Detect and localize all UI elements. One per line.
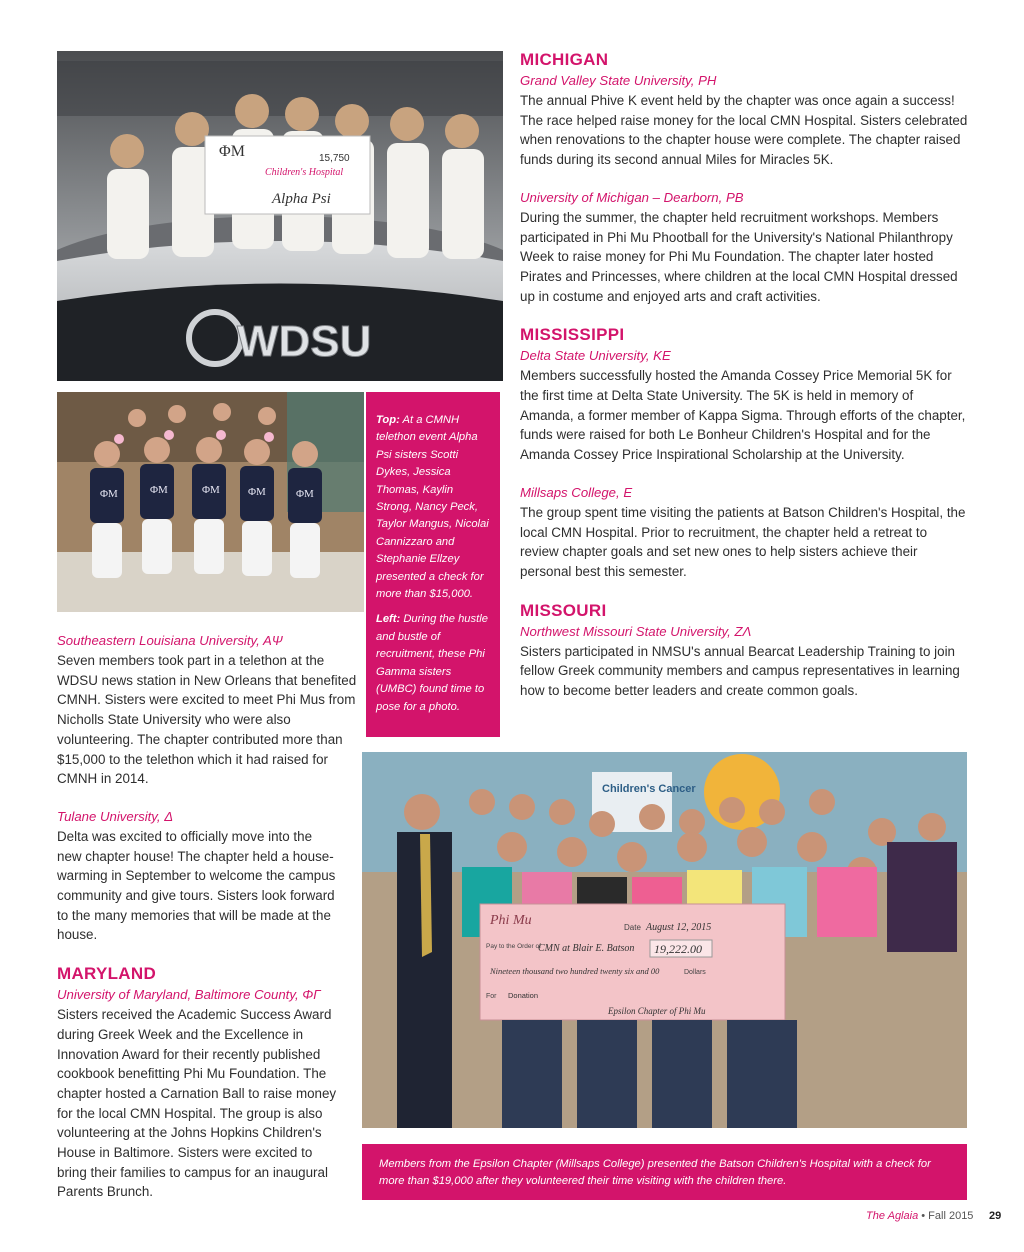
entry-text: Sisters participated in NMSU's annual Bearcat Leadership Training to join fellow Greek community members and campus representatives in learning how to become better leaders and create common goals. <box>520 643 960 699</box>
mississippi-section <box>520 324 968 581</box>
top-photo-scene <box>57 51 503 381</box>
school-name: Northwest Missouri State University, ZΛ <box>520 623 752 639</box>
footer-bullet: • <box>921 1210 926 1222</box>
state-heading: MISSOURI <box>520 600 607 620</box>
school-name: University of Michigan – Dearborn, PB <box>520 189 744 205</box>
bottom-check-date-label: Date <box>624 923 641 932</box>
wdsu-logo-text: WDSU <box>237 317 372 366</box>
entry-text: The group spent time visiting the patients at Batson Children's Hospital, the local CMN Hospital. Prior to recruitment, the chapter held a retreat to review chapter goals and set new ones to help sisters achieve their personal best this semester. <box>520 504 966 579</box>
top-check-letters: ΦM <box>219 143 245 160</box>
issue-label: Fall 2015 <box>928 1210 974 1222</box>
left-photo-scene <box>57 392 364 612</box>
entry-text: Delta was excited to officially move into the new chapter house! The chapter held a house-warming in September to welcome the campus community and give tours. Sisters look forward to the many memories that will be made at the house. <box>57 828 336 943</box>
right-column <box>520 49 968 701</box>
bottom-check-amount: 19,222.00 <box>654 942 702 956</box>
left-photo <box>57 392 364 612</box>
bottom-check-for-label: For <box>486 993 497 1000</box>
school-name: Delta State University, KE <box>520 348 671 364</box>
photo-caption-box <box>366 392 500 737</box>
top-check-amount: 15,750 <box>319 153 350 164</box>
tulane-entry <box>57 807 360 945</box>
page-number: 29 <box>989 1210 1002 1222</box>
top-check-signature: Alpha Psi <box>272 191 331 207</box>
umd-entry <box>520 188 968 307</box>
bottom-check-date: August 12, 2015 <box>646 922 712 933</box>
entry-text: The annual Phive K event held by the chapter was once again a success! The race helped raise money for the local CMN Hospital. Sisters celebrated when renovations to the chapter house were complete. The chapter raised funds during its second annual Miles for Miracles 5K. <box>520 93 968 168</box>
sela-entry <box>57 631 360 789</box>
school-name: University of Maryland, Baltimore County, ΦΓ <box>57 987 321 1003</box>
left-column <box>57 631 360 1202</box>
maryland-section <box>57 963 360 1202</box>
delta-entry <box>520 346 968 465</box>
bottom-check-header: Phi Mu <box>490 913 532 928</box>
bottom-check-words: Nineteen thousand two hundred twenty six and 00 <box>490 966 660 976</box>
gvsu-entry <box>520 71 968 170</box>
bottom-photo-scene <box>362 752 967 1128</box>
entry-text: Sisters received the Academic Success Award during Greek Week and the Excellence in Innovation Award for their recently published cookbook benefitting Phi Mu Foundation. The chapter hosted a Carnation Ball to raise money for the local CMN Hospital. The group is also volunteering at the Johns Hopkins Children's House in Baltimore. Sisters were excited to bring their families to campus for an inaugural Parents Brunch. <box>57 1007 337 1200</box>
hospital-banner: Children's Cancer <box>602 783 696 795</box>
magazine-title: The Aglaia <box>866 1210 919 1222</box>
missouri-section <box>520 600 968 701</box>
top-photo-caption: Top: At a CMNH telethon event Alpha Psi sisters Scotti Dykes, Jessica Thomas, Kaylin Strong, Nancy Peck, Taylor Mangus, Nicolai Cannizzaro and Stephanie Ellzey presented a check for more than $15,000. <box>376 414 489 601</box>
top-photo <box>57 51 503 381</box>
bottom-caption-text: Members from the Epsilon Chapter (Millsaps College) presented the Batson Children's Hospital with a check for more than $19,000 after they volunteered their time visiting with the children there. <box>379 1158 931 1188</box>
entry-text: Members successfully hosted the Amanda Cossey Price Memorial 5K for the first time at Delta State University. The 5K is held in memory of Amanda, a former member of Kappa Sigma. Through efforts of the chapter, funds were raised for both Le Bonheur Children's Hospital and for the Amanda Cossey Price Inspirational Scholarship at the University. <box>520 368 966 463</box>
shirt-letters: ΦM <box>248 486 266 498</box>
shirt-letters: ΦM <box>202 484 220 496</box>
bottom-check-payto-label: Pay to the Order of <box>486 943 541 950</box>
entry-text: Seven members took part in a telethon at the WDSU news station in New Orleans that benefited CMNH. Sisters were excited to meet Phi Mus from Nicholls State University who were also volunteering. The chapter contributed more than $15,000 to the telethon which it had raised for CMNH in 2014. <box>57 653 357 787</box>
school-name: Grand Valley State University, PH <box>520 73 717 88</box>
shirt-letters: ΦM <box>100 488 118 500</box>
left-photo-caption: Left: During the hustle and bustle of recruitment, these Phi Gamma sisters (UMBC) found time to pose for a photo. <box>376 613 488 713</box>
bottom-check-signature: Epsilon Chapter of Phi Mu <box>608 1006 706 1016</box>
shirt-letters: ΦM <box>150 484 168 496</box>
shirt-letters: ΦM <box>296 488 314 500</box>
state-heading: MARYLAND <box>57 964 157 984</box>
school-name: Millsaps College, E <box>520 484 633 500</box>
michigan-section <box>520 49 968 306</box>
millsaps-entry <box>520 483 968 582</box>
top-check-payee: Children's Hospital <box>265 167 344 178</box>
page-footer <box>866 1210 973 1222</box>
entry-text: During the summer, the chapter held recruitment workshops. Members participated in Phi Mu Phootball for the University's National Philanthropy Week to raise money for Phi Mu Foundation. The chapter later hosted Pirates and Princesses, where children at the local CMN Hospital dressed up in costume and enjoyed arts and craft activities. <box>520 209 958 304</box>
bottom-check-memo: Donation <box>508 991 539 1000</box>
bottom-photo <box>362 752 967 1128</box>
bottom-photo-caption <box>362 1144 967 1200</box>
bottom-check-payee: CMN at Blair E. Batson <box>538 943 635 954</box>
state-heading: MISSISSIPPI <box>520 325 625 345</box>
bottom-check-dollars: Dollars <box>684 969 706 976</box>
school-name: Southeastern Louisiana University, AΨ <box>57 633 283 648</box>
state-heading: MICHIGAN <box>520 50 609 69</box>
school-name: Tulane University, Δ <box>57 808 174 824</box>
